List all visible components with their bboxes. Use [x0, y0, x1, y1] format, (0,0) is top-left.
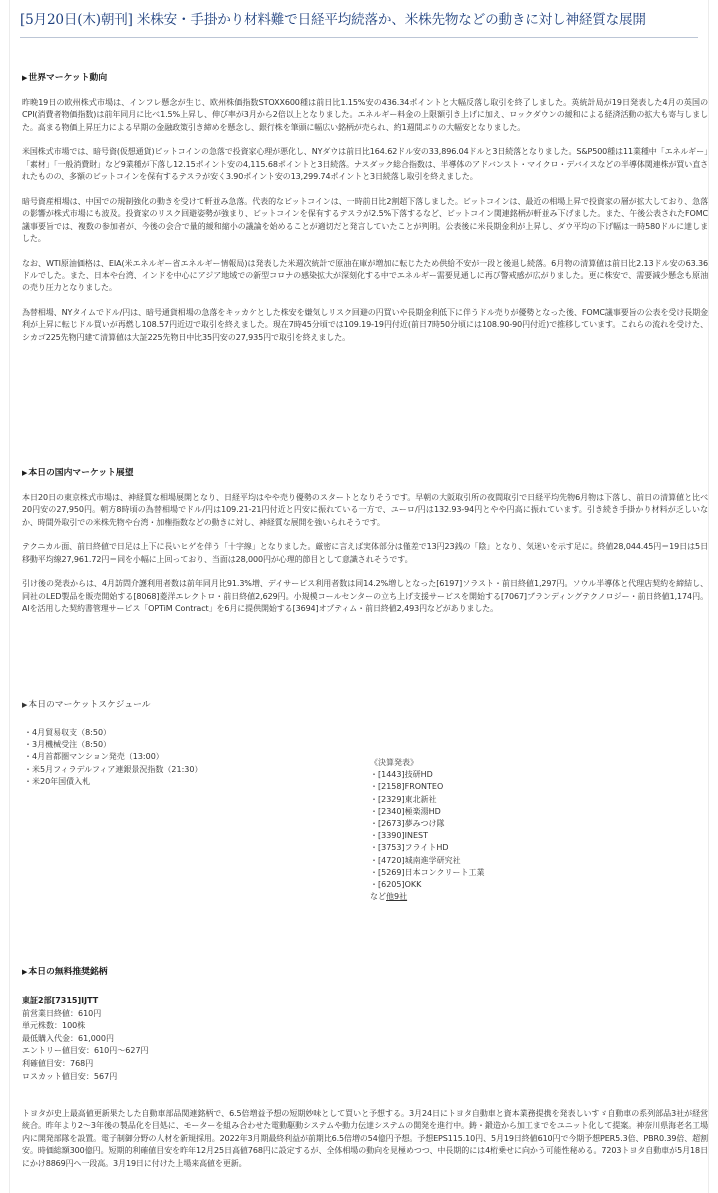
paragraph: 引け後の発表からは、4月訪問介護利用者数は前年同月比91.3%増、デイサービス利用者数は同14.2%増しとなった[6197]ソラスト・前日終値1,297円。ソウル半導体と代理店契約を締結し、同社のLED製品を販売開始する[8068]菱洋エレクトロ・前日終値2,629円。小規模コールセンターの立ち上げ支援サービスを開始する[7067]ブランディングテクノロジー・前日終値1,174円。AIを活用した契約書管理サービス「OPTiM Contract」を6月に提供開始する[3694]オプティム・前日終値2,493円などがありました。: [22, 579, 708, 614]
paragraph: なお、WTI原油価格は、EIA(米エネルギー省エネルギー情報局)は発表した米週次統計で原油在庫が増加に転じたため供給不安が一段と後退し続落。6月物の清算値は前日比2.13ドル安の63.36ドルでした。また、日本や台湾、インドを中心にアジア地域での新型コロナの感染拡大が深刻化する中でエネルギー需要見通しに再び警戒感が広がりました。更に株安で、需要減少懸念も原油の売り圧力となりました。: [22, 258, 708, 293]
stock-detail: エントリー値目安：610円～627円: [22, 1046, 149, 1056]
more-earnings: [370, 891, 484, 903]
list-item: ・米5月フィラデルフィア連銀景況指数（21:30）: [24, 764, 203, 774]
section-heading-world: [22, 72, 107, 84]
section-heading-schedule: [22, 699, 151, 711]
more-earnings-link[interactable]: 他9社: [386, 892, 408, 902]
paragraph: 米国株式市場では、暗号資(仮想通貨)ビットコインの急落で投資家心理が悪化し、NYダウは前日比164.62ドル安の33,896.04ドルと3日続落となりました。S&P500種は11業種中「エネルギー」「素材」「一般消費財」など9業種が下落し12.15ポイント安の4,115.68ポイントと3日続落。ナスダック総合指数は、半導体のアドバンスト・マイクロ・デバイスなどの半導体関連株が買い直されたものの、多額のビットコインを保有するテスラが安く3.90ポイント安の13,299.74ポイントと3日続落し取引を終えました。: [22, 147, 708, 182]
stock-detail: 利確値目安：768円: [22, 1058, 94, 1068]
list-item: ・米20年国債入札: [24, 776, 91, 786]
section-heading-world-label: 世界マーケット動向: [28, 73, 108, 83]
section-heading-pick-label: 本日の無料推奨銘柄: [28, 967, 108, 977]
section-heading-domestic-label: 本日の国内マーケット展望: [28, 468, 134, 478]
list-item: ・[2158]FRONTEO: [370, 782, 444, 792]
list-item: ・[3753]フライトHD: [370, 843, 449, 853]
triangle-right-icon: ▶: [22, 469, 28, 477]
list-item: ・[3390]INEST: [370, 831, 428, 841]
list-item: ・4月貿易収支（8:50）: [24, 728, 112, 737]
earnings-list: [370, 757, 484, 903]
paragraph: 本日20日の東京株式市場は、神経質な相場展開となり、日経平均はやや売り優勢のスタートとなりそうです。早朝の大阪取引所の夜間取引で日経平均先物6月物は下落し、前日の清算値と比べ20円安の27,950円。朝方8時頃の為替相場でドル/円は109.21-21円付近と円安に振れている一方で、ユーロ/円は132.93-94円とやや円高に振れています。引き続き手掛かり材料が乏しいなか、時間外取引での米株先物や台湾・加権指数などの動きに対し、神経質な展開を強いられそうです。: [22, 493, 708, 527]
list-item: ・[2340]極楽湯HD: [370, 806, 441, 816]
list-item: ・4月首都圏マンション発売（13:00）: [24, 752, 164, 762]
paragraph: テクニカル面、前日終値で日足は上下に長いヒゲを伴う「十字線」となりました。厳密に言えば実体部分は僅差で13円23銭の「陰」となり、気迷いを示す足に。終値28,044.45円＝19日は5日移動平均線27,961.72円＝同を小幅に上回っており、当面は28,000円が心理的節目として意識されそうです。: [22, 542, 708, 564]
earnings-title: 《決算発表》: [370, 758, 418, 767]
list-item: ・[4720]城南進学研究社: [370, 855, 461, 865]
stock-description: [22, 1108, 708, 1170]
triangle-right-icon: ▶: [22, 701, 28, 709]
article-page: [9, 0, 709, 1193]
stock-detail: ロスカット値目安：567円: [22, 1071, 118, 1081]
section-heading-pick: [22, 966, 108, 978]
list-item: ・[1443]技研HD: [370, 770, 433, 780]
domestic-market-body: [22, 492, 708, 628]
stock-details: [22, 995, 149, 1083]
world-market-body: [22, 97, 708, 356]
stock-detail: 最低購入代金：61,000円: [22, 1033, 114, 1043]
section-heading-schedule-label: 本日のマーケットスケジュール: [28, 700, 151, 710]
triangle-right-icon: ▶: [22, 74, 28, 82]
stock-name: 東証2部[7315]IJTT: [22, 996, 99, 1005]
paragraph: 昨晩19日の欧州株式市場は、インフレ懸念が生じ、欧州株価指数STOXX600種は前日比1.15%安の436.34ポイントと大幅反落し取引を終了しました。英統計局が19日発表した4月の英国のCPI(消費者物価指数)は前年同月に比べ1.5%上昇し、伸び率が3月から2倍以上となりました。エネルギー料金の上限額引き上げに加え、ロックダウンの緩和による経済活動の拡大も寄与しました。高まる物価上昇圧力による早期の金融政策引き締めを懸念し、銀行株を筆頭に幅広い銘柄が売られ、約1週間ぶりの大幅安となりました。: [22, 98, 708, 132]
list-item: ・[2673]夢みつけ隊: [370, 819, 445, 829]
stock-detail: 単元株数：100株: [22, 1021, 86, 1031]
list-item: ・[2329]東北新社: [370, 794, 437, 804]
list-item: ・[6205]OKK: [370, 880, 422, 890]
list-item: ・[5269]日本コンクリート工業: [370, 867, 485, 877]
paragraph: 暗号資産相場は、中国での規制強化の動きを受けて軒並み急落。代表的なビットコインは、一時前日比2割超下落しました。ビットコインは、最近の相場上昇で投資家の層が拡大しており、急落の影響が株式市場にも波及。投資家のリスク回避姿勢が強まり、ビットコインを保有するテスラが2.5%下落するなど、ビットコイン関連銘柄が軒並み下げました。また、午後公表されたFOMC議事要旨では、複数の参加者が、今後の会合で量的緩和縮小の議論を始めることが適切だと発言していたことが判明。公表後に米長期金利が上昇し、ダウ平均の下げ幅は一時580ドルに達しました。: [22, 196, 708, 244]
paragraph: トヨタが史上最高値更新果たした自動車部品関連銘柄で、6.5倍増益予想の短期妙味として買いと予想する。3月24日にトヨタ自動車と資本業務提携を発表しいすゞ自動車の系列部品3社が経営統合。昨年より2～3年後の製品化を目処に、モーターを組み合わせた電動駆動システムや動力伝達システムの開発を進行中。鋳・鍛造から加工までをユニット化して提案。神奈川県海老名工場内に開発部隊を設置。電子制御分野の人材を新規採用。2022年3月期最終利益が前期比6.5倍増の54億円予想。予想EPS115.10円、5月19日終値610円で今期予想PER5.3倍、PBR0.39倍、超割安。時価総額300億円。短期的利確値目安を昨年12月25日高値768円に設定するが、全体相場の動向を見極めつつ、中長期的には4桁乗せに向かう可能性秘める。7203トヨタ自動車が5月18日にかけ8869円へ一段高。3月19日に付けた上場来高値を更新。: [22, 1109, 708, 1168]
page-title: [5月20日(木)朝刊] 米株安・手掛かり材料難で日経平均続落か、米株先物などの動きに対し神経質な展開: [20, 0, 698, 38]
list-item: ・3月機械受注（8:50）: [24, 740, 112, 750]
triangle-right-icon: ▶: [22, 968, 28, 976]
stock-detail: 前営業日終値：610円: [22, 1008, 102, 1018]
more-prefix: など: [370, 892, 386, 902]
paragraph: 為替相場、NYタイムでドル/円は、暗号通貨相場の急落をキッカケとした株安を嫌気しリスク回避の円買いや長期金利低下に伴うドル売りが優勢となった後、FOMC議事要旨の公表を受け長期金利が上昇に転じドル買いが再燃し108.57円近辺で取引を終えました。現在7時45分頃では109.19-19円付近(前日7時50分頃には108.90-90円付近)で推移しています。これらの流れを受けた、シカゴ225先物円建て清算値は大証225先物日中比35円安の27,935円で取引を終えました。: [22, 308, 708, 342]
schedule-list: [24, 727, 202, 788]
section-heading-domestic: [22, 467, 134, 479]
